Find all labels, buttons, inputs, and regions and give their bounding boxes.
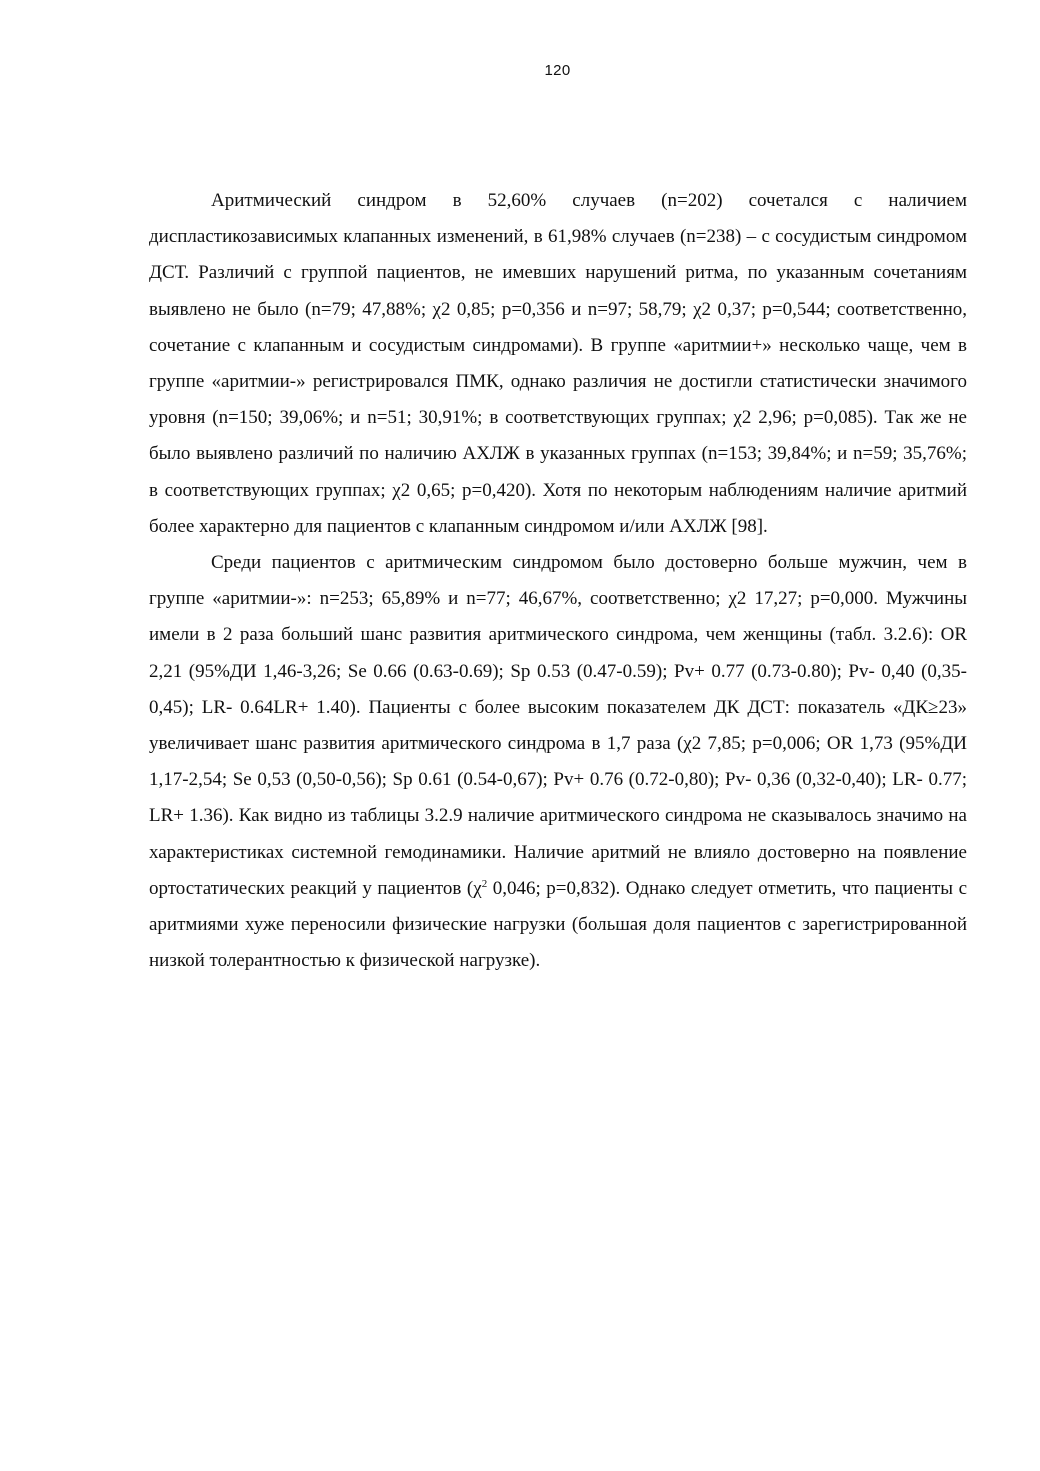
paragraph-arrhythmic-syndrome: Аритмический синдром в 52,60% случаев (n=202) сочетался с наличием диспластикозависимых клапанных изменений, в 61,98% случаев (n=238) – с сосудистым синдромом ДСТ. Различий с группой пациентов, не имевших нарушений ритма, по указанным сочетаниям выявлено не было (n=79; 47,88%; χ2 0,85; p=0,356 и n=97; 58,79; χ2 0,37; p=0,544; соответственно, сочетание с клапанным и сосудистым синдромами). В группе «аритмии+» несколько чаще, чем в группе «аритмии-» регистрировался ПМК, однако различия не достигли статистически значимого уровня (n=150; 39,06%; и n=51; 30,91%; в соответствующих группах; χ2 2,96; p=0,085). Так же не было выявлено различий по наличию АХЛЖ в указанных группах (n=153; 39,84%; и n=59; 35,76%; в соответствующих группах; χ2 0,65; p=0,420). Хотя по некоторым наблюдениям наличие аритмий более характерно для пациентов с клапанным синдромом и/или АХЛЖ [98]. [149,190,967,537]
document-body [149,183,967,979]
paragraph-text-part-2: 0,046; p=0,832). Однако следует отметить, что пациенты с аритмиями хуже переносили физические нагрузки (большая доля пациентов с зарегистрированной низкой толерантностью к физической нагрузке). [149,877,967,972]
paragraph-text-part-1: Среди пациентов с аритмическим синдромом было достоверно больше мужчин, чем в группе «аритмии-»: n=253; 65,89% и n=77; 46,67%, соответственно; χ2 17,27; p=0,000. Мужчины имели в 2 раза больший шанс развития аритмического синдрома, чем женщины (табл. 3.2.6): OR 2,21 (95%ДИ 1,46-3,26; Se 0.66 (0.63-0.69); Sp 0.53 (0.47-0.59); Pv+ 0.77 (0.73-0.80); Pv- 0,40 (0,35-0,45); LR- 0.64LR+ 1.40). Пациенты с более высоким показателем ДК ДСТ: показатель «ДК≥23» увеличивает шанс развития аритмического синдрома в 1,7 раза (χ2 7,85; p=0,006; OR 1,73 (95%ДИ 1,17-2,54; Se 0,53 (0,50-0,56); Sp 0.61 (0.54-0,67); Pv+ 0.76 (0.72-0,80); Pv- 0,36 (0,32-0,40); LR- 0.77; LR+ 1.36). Как видно из таблицы 3.2.9 наличие аритмического синдрома не сказывалось значимо на характеристиках системной гемодинамики. Наличие аритмий не влияло достоверно на появление ортостатических реакций у пациентов (χ [149,552,967,899]
chi-square-superscript: 2 [481,877,488,890]
paragraph-male-patients [149,545,967,979]
page-number: 120 [544,62,571,79]
